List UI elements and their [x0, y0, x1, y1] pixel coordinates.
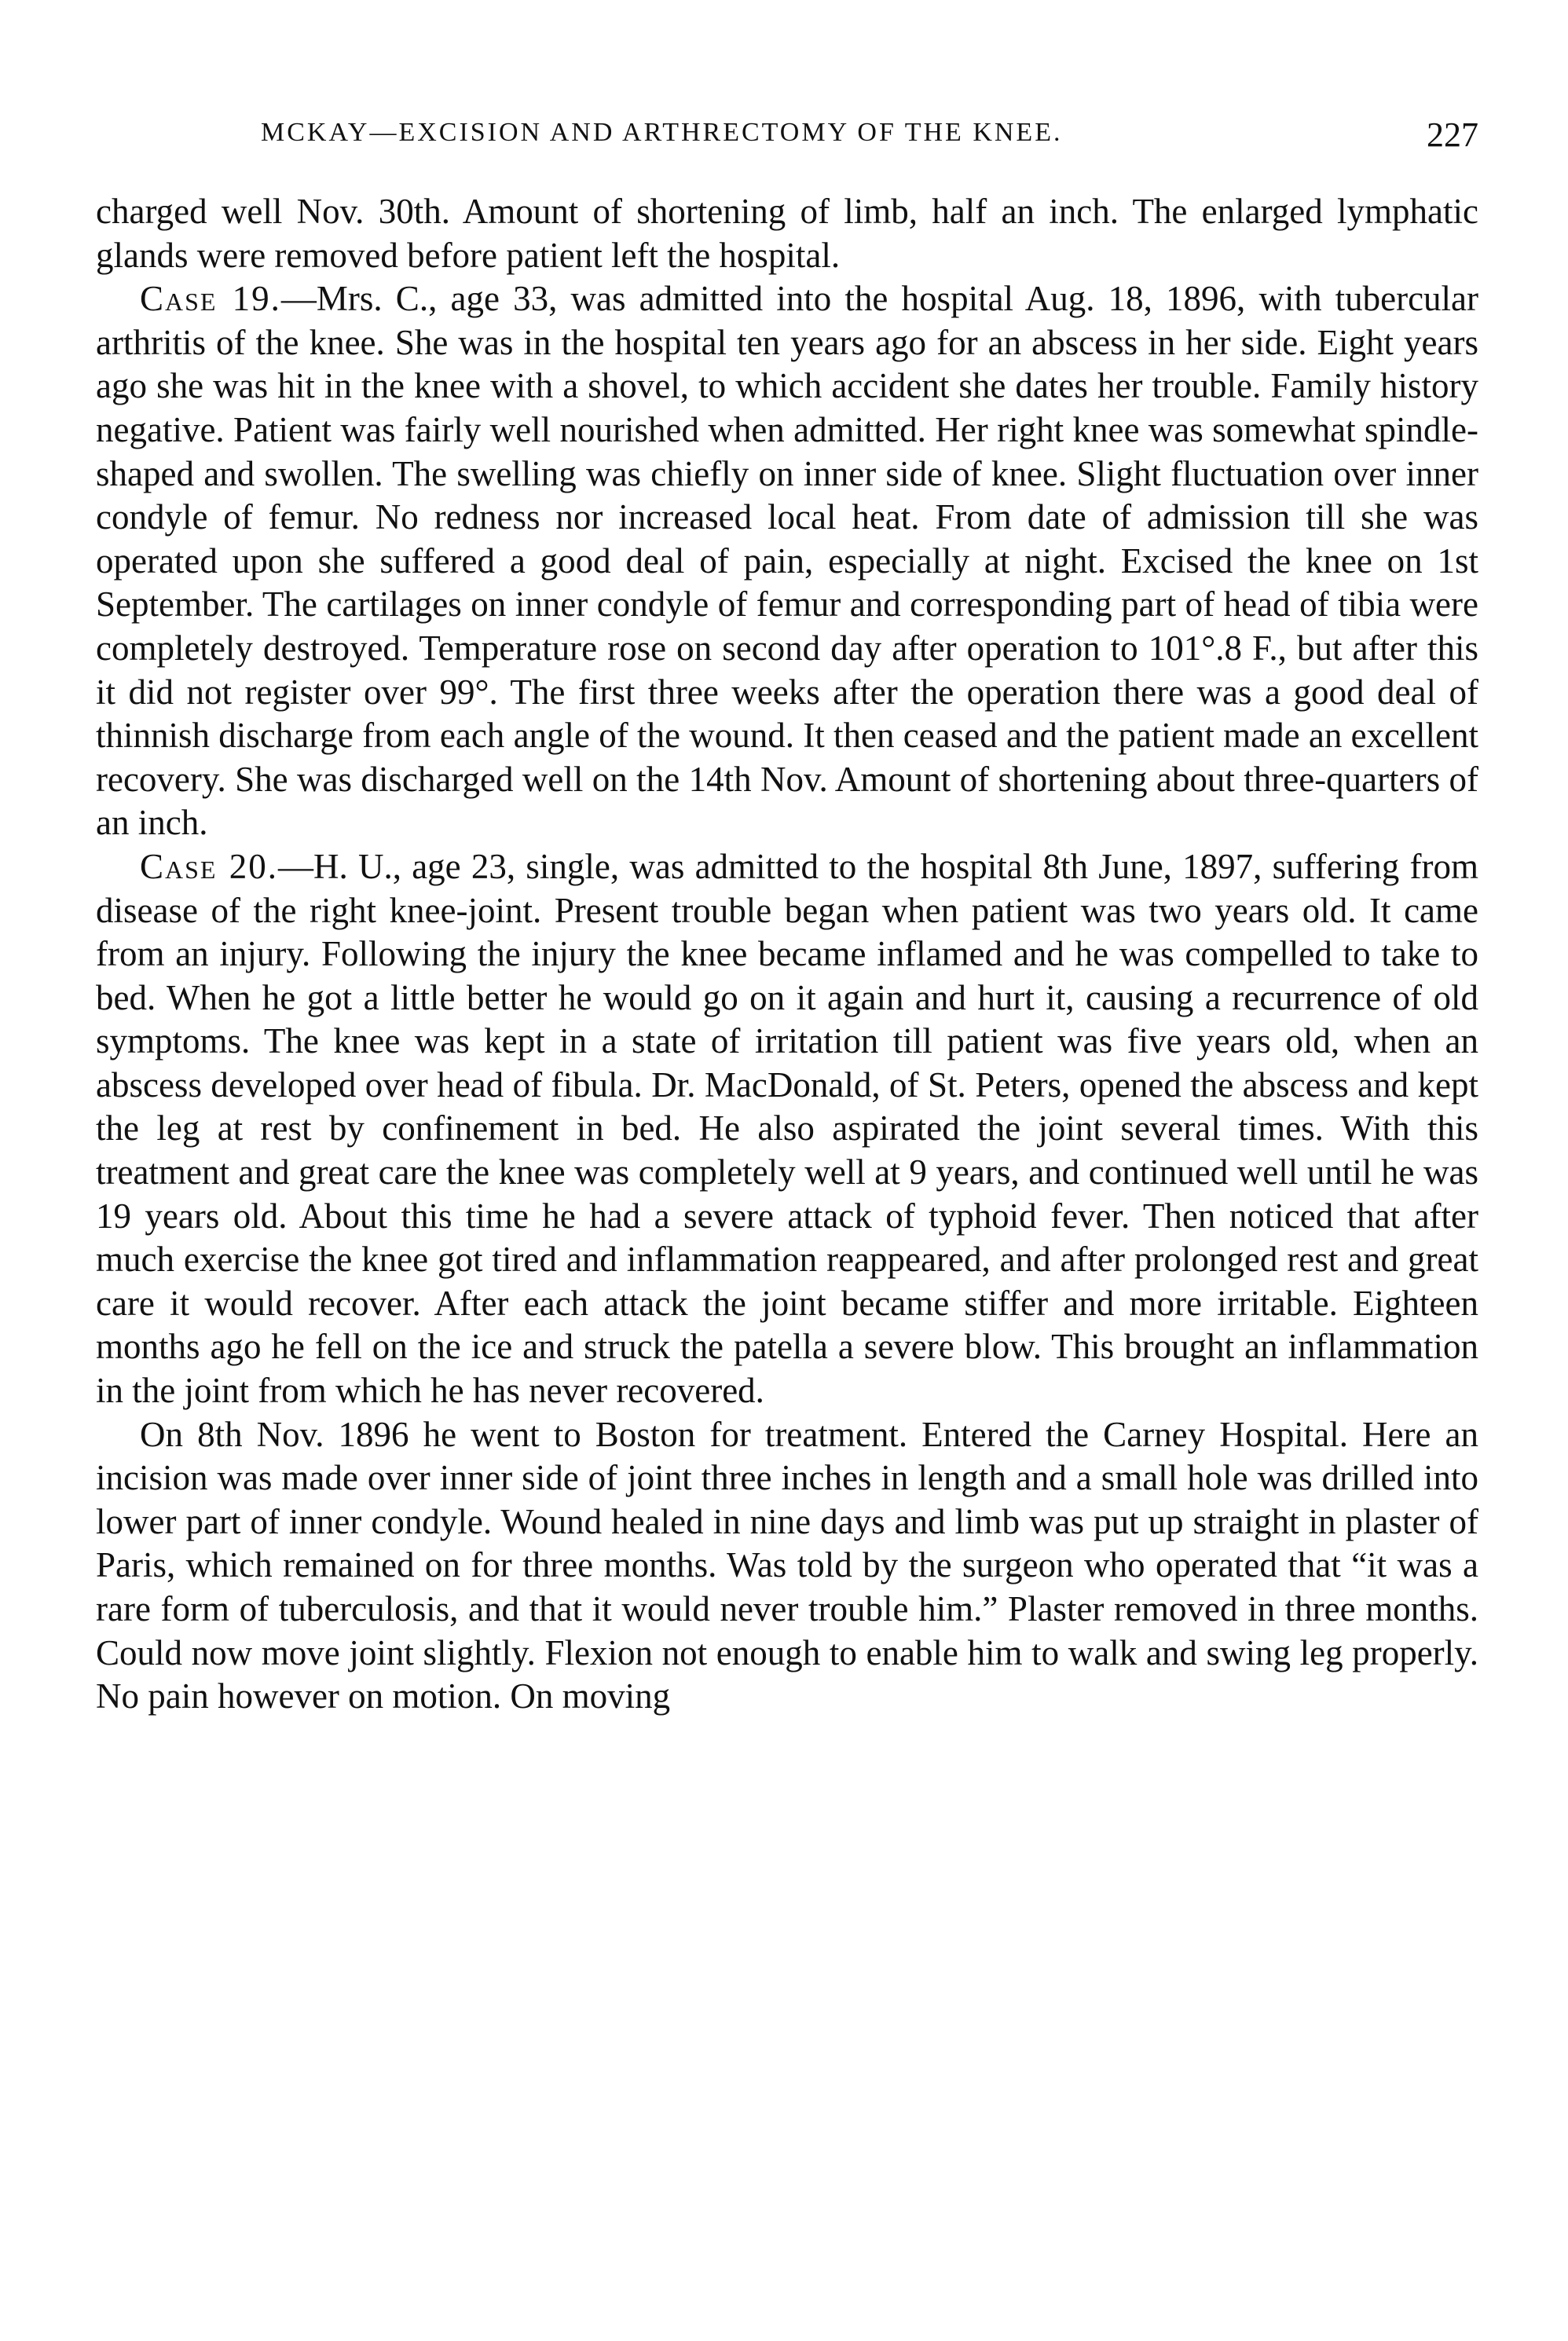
- paragraph-text: —Mrs. C., age 33, was admitted into the hospital Aug. 18, 1896, with tubercular arthritis of the knee. She was in the hospital ten years ago for an abscess in her side. Eight years ago she was hit in the knee with a shovel, to which accident she dates her trouble. Family history negative. Patient was fairly well nourished when admitted. Her right knee was somewhat spindle-shaped and swollen. The swelling was chiefly on inner side of knee. Slight fluctuation over inner condyle of femur. No redness nor increased local heat. From date of admission till she was operated upon she suffered a good deal of pain, especially at night. Excised the knee on 1st September. The cartilages on inner condyle of femur and corresponding part of head of tibia were completely destroyed. Temperature rose on second day after operation to 101°.8 F., but after this it did not register over 99°. The first three weeks after the operation there was a good deal of thinnish discharge from each angle of the wound. It then ceased and the patient made an excellent recovery. She was discharged well on the 14th Nov. Amount of shortening about three-quarters of an inch.: [96, 279, 1479, 843]
- paragraph-boston-treatment: [96, 1413, 1478, 1719]
- paragraph-case-19: [96, 277, 1478, 845]
- case-label: Case 20.: [140, 846, 278, 886]
- paragraph-text: On 8th Nov. 1896 he went to Boston for treatment. Entered the Carney Hospital. Here an incision was made over inner side of joint three inches in length and a small hole was drilled into lower part of inner condyle. Wound healed in nine days and limb was put up straight in plaster of Paris, which remained on for three months. Was told by the surgeon who operated that “it was a rare form of tuberculosis, and that it would never trouble him.” Plaster removed in three months. Could now move joint slightly. Flexion not enough to enable him to walk and swing leg properly. No pain however on motion. On moving: [96, 1414, 1478, 1716]
- running-head-title: MCKAY—EXCISION AND ARTHRECTOMY OF THE KNEE.: [261, 118, 1063, 147]
- paragraph-case-20: [96, 845, 1478, 1413]
- document-page: [96, 115, 1479, 1719]
- paragraph-continuation: [96, 190, 1478, 277]
- paragraph-text: —H. U., age 23, single, was admitted to the hospital 8th June, 1897, suffering from disease of the right knee-joint. Present trouble began when patient was two years old. It came from an injury. Following the injury the knee became inflamed and he was compelled to take to bed. When he got a little better he would go on it again and hurt it, causing a recurrence of old symptoms. The knee was kept in a state of irritation till patient was five years old, when an abscess developed over head of fibula. Dr. MacDonald, of St. Peters, opened the abscess and kept the leg at rest by confinement in bed. He also aspirated the joint several times. With this treatment and great care the knee was completely well at 9 years, and continued well until he was 19 years old. About this time he had a severe attack of typhoid fever. Then noticed that after much exercise the knee got tired and inflammation reappeared, and after prolonged rest and great care it would recover. After each attack the joint became stiffer and more irritable. Eighteen months ago he fell on the ice and struck the patella a severe blow. This brought an inflammation in the joint from which he has never recovered.: [96, 846, 1479, 1411]
- page-number: 227: [1427, 115, 1478, 154]
- running-head: [96, 115, 1478, 165]
- paragraph-text: charged well Nov. 30th. Amount of shortening of limb, half an inch. The enlarged lymphatic glands were removed before patient left the hospital.: [96, 192, 1478, 275]
- case-label: Case 19.: [140, 279, 281, 319]
